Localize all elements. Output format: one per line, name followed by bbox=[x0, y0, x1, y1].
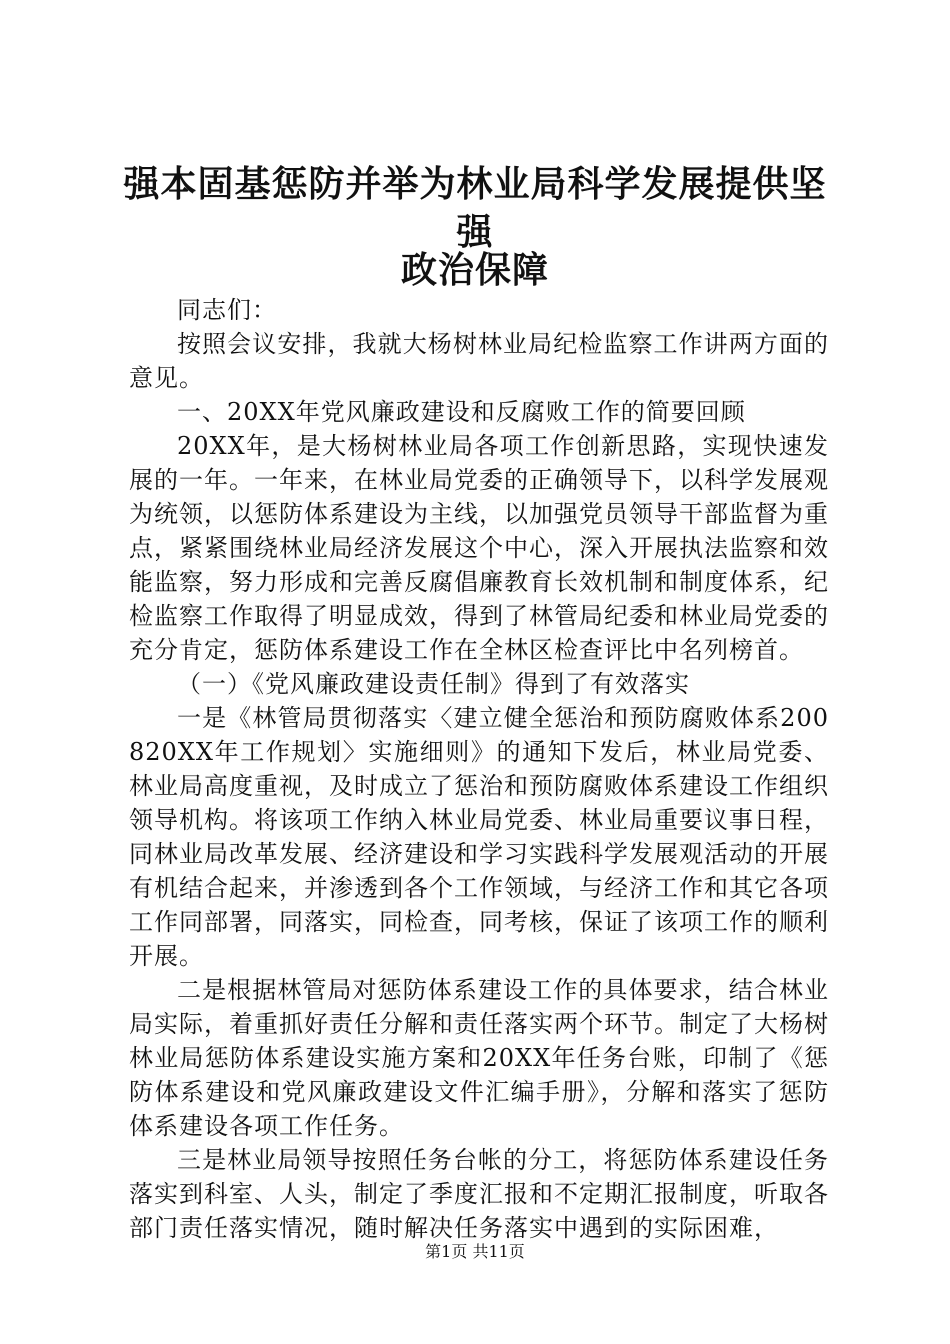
document-body bbox=[129, 293, 829, 1245]
section-heading: 一、20XX年党风廉政建设和反腐败工作的简要回顾 bbox=[177, 398, 746, 426]
body-paragraph: 三是林业局领导按照任务台帐的分工，将惩防体系建设任务落实到科室、人头，制定了季度汇报和不定期汇报制度，听取各部门责任落实情况，随时解决任务落实中遇到的实际困难， bbox=[129, 1146, 829, 1242]
intro-paragraph: 按照会议安排，我就大杨树林业局纪检监察工作讲两方面的意见。 bbox=[129, 330, 829, 392]
page-number-footer: 第1页 共11页 bbox=[425, 1242, 525, 1261]
body-paragraph: 二是根据林管局对惩防体系建设工作的具体要求，结合林业局实际，着重抓好责任分解和责任落实两个环节。制定了大杨树林业局惩防体系建设实施方案和20XX年任务台账，印制了《惩防体系建设和党风廉政建设文件汇编手册》，分解和落实了惩防体系建设各项工作任务。 bbox=[129, 976, 829, 1140]
body-paragraph: 20XX年，是大杨树林业局各项工作创新思路，实现快速发展的一年。一年来，在林业局党委的正确领导下，以科学发展观为统领，以惩防体系建设为主线，以加强党员领导干部监督为重点，紧紧围绕林业局经济发展这个中心，深入开展执法监察和效能监察，努力形成和完善反腐倡廉教育长效机制和制度体系，纪检监察工作取得了明显成效，得到了林管局纪委和林业局党委的充分肯定，惩防体系建设工作在全林区检查评比中名列榜首。 bbox=[129, 432, 829, 664]
subsection-heading: （一）《党风廉政建设责任制》得到了有效落实 bbox=[177, 670, 690, 698]
document-title-line-2: 政治保障 bbox=[400, 249, 549, 291]
salutation: 同志们： bbox=[177, 296, 277, 324]
body-paragraph: 一是《林管局贯彻落实〈建立健全惩治和预防腐败体系200820XX年工作规划〉实施细则》的通知下发后，林业局党委、林业局高度重视，及时成立了惩治和预防腐败体系建设工作组织领导机构。将该项工作纳入林业局党委、林业局重要议事日程，同林业局改革发展、经济建设和学习实践科学发展观活动的开展有机结合起来，并渗透到各个工作领域，与经济工作和其它各项工作同部署，同落实，同检查，同考核，保证了该项工作的顺利开展。 bbox=[129, 704, 829, 970]
document-title-line-1: 强本固基惩防并举为林业局科学发展提供坚强 bbox=[123, 163, 827, 253]
